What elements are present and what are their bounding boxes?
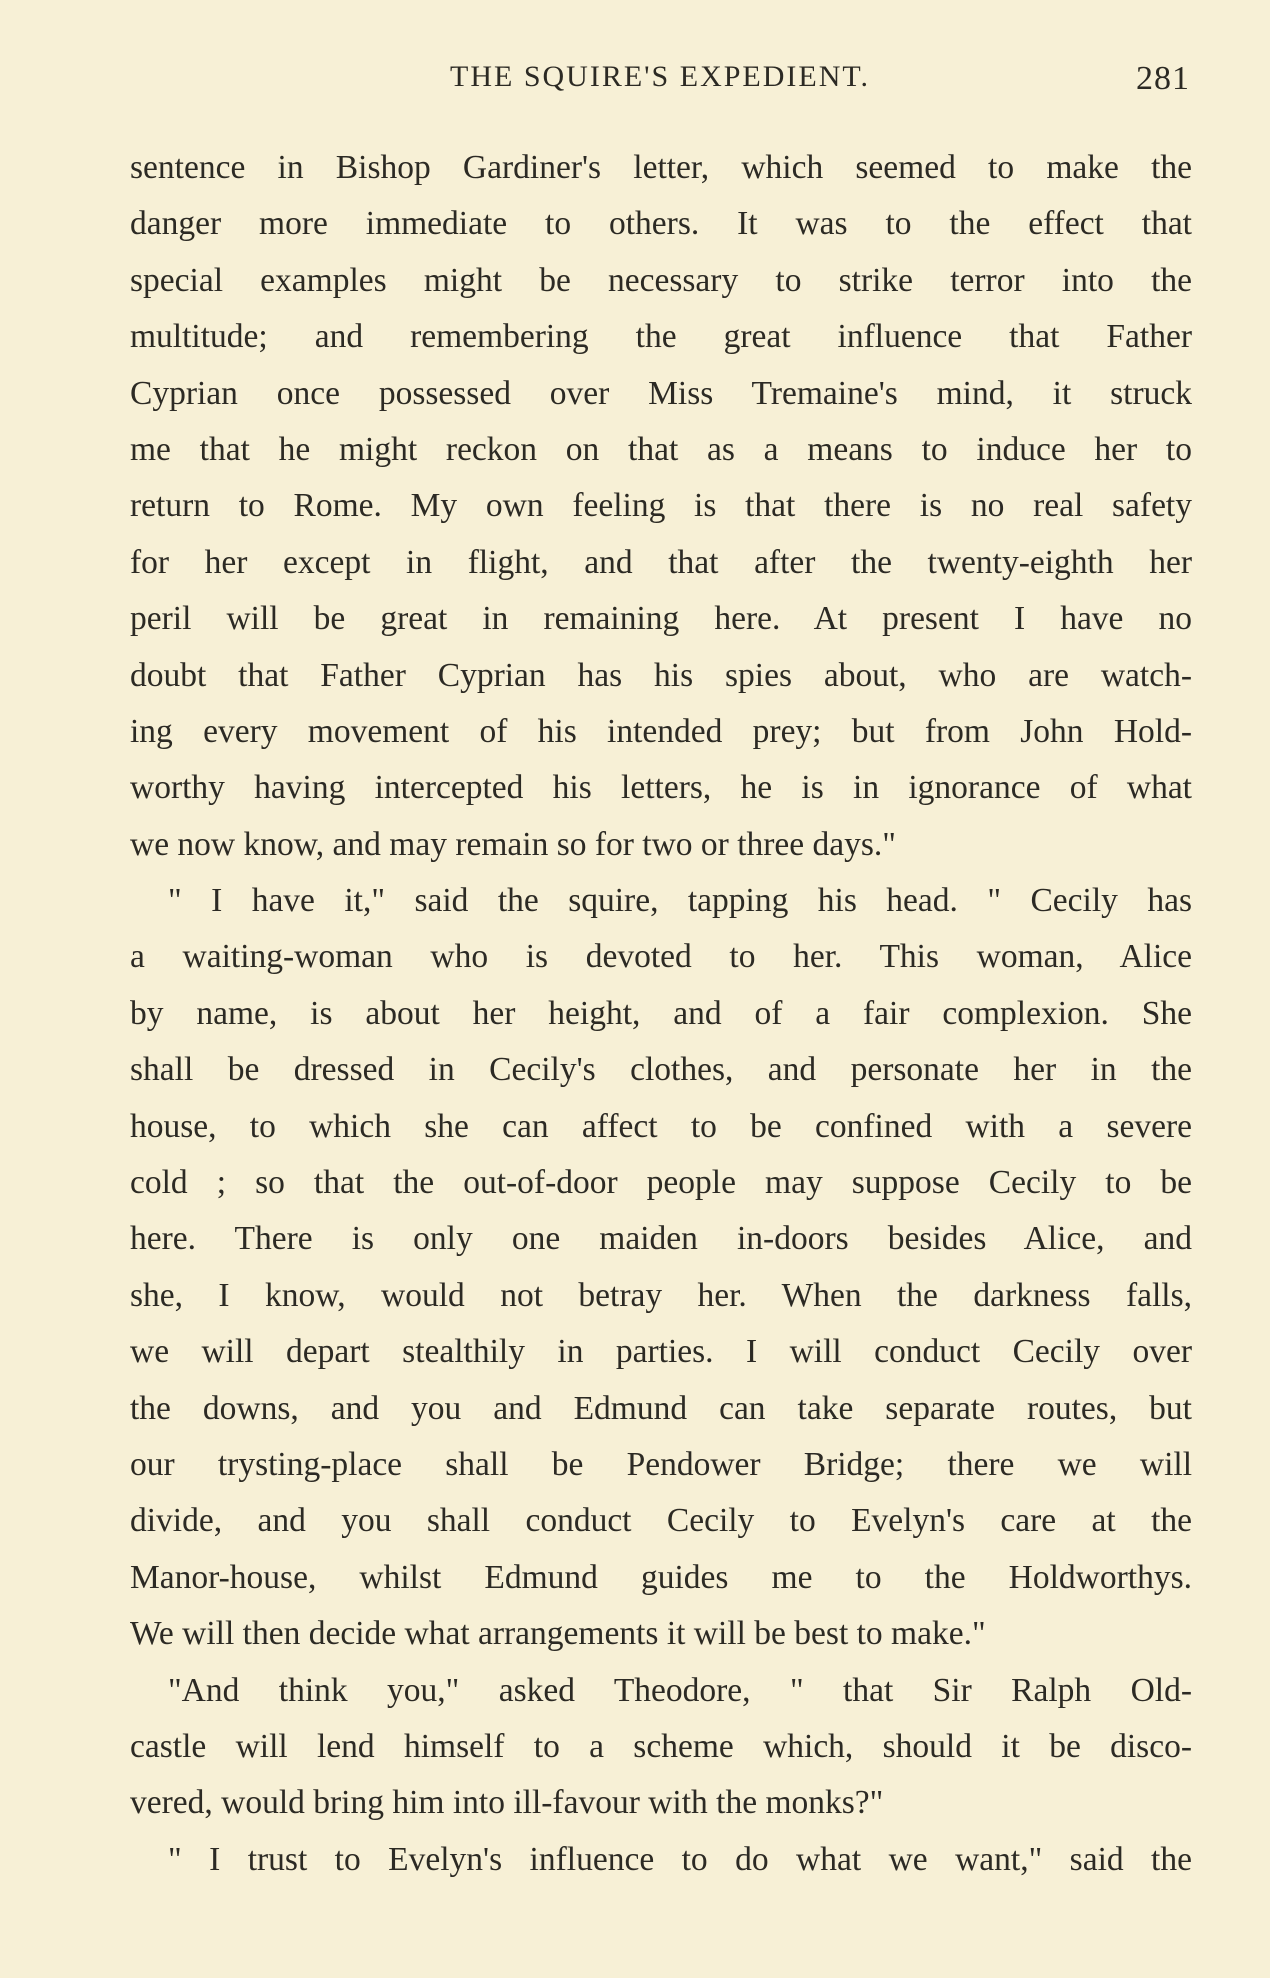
text-line: castle will lend himself to a scheme which, should it be disco- xyxy=(130,1727,1192,1765)
text-line: doubt that Father Cyprian has his spies about, who are watch- xyxy=(130,656,1192,694)
text-line: Cyprian once possessed over Miss Tremaine's mind, it struck xyxy=(130,374,1192,412)
text-line: me that he might reckon on that as a means to induce her to xyxy=(130,430,1192,468)
text-line: vered, would bring him into ill-favour with the monks?" xyxy=(130,1784,884,1822)
running-title: THE SQUIRE'S EXPEDIENT. xyxy=(450,60,870,93)
text-line: we now know, and may remain so for two or three days." xyxy=(130,825,896,863)
text-line: " I trust to Evelyn's influence to do what we want," said the xyxy=(168,1840,1192,1878)
text-line: sentence in Bishop Gardiner's letter, which seemed to make the xyxy=(130,149,1192,186)
text-line: "And think you," asked Theodore, " that Sir Ralph Old- xyxy=(168,1671,1192,1709)
text-line: special examples might be necessary to strike terror into the xyxy=(130,261,1192,299)
text-line: she, I know, would not betray her. When the darkness falls, xyxy=(130,1276,1192,1314)
text-line: worthy having intercepted his letters, he is in ignorance of what xyxy=(130,769,1192,807)
text-line: divide, and you shall conduct Cecily to Evelyn's care at the xyxy=(130,1502,1192,1540)
text-line: peril will be great in remaining here. At present I have no xyxy=(130,600,1192,638)
running-head xyxy=(130,60,1190,104)
text-line: cold ; so that the out-of-door people may suppose Cecily to be xyxy=(130,1164,1192,1202)
text-line: house, to which she can affect to be confined with a severe xyxy=(130,1107,1192,1145)
text-line: multitude; and remembering the great influence that Father xyxy=(130,318,1192,356)
text-line: a waiting-woman who is devoted to her. This woman, Alice xyxy=(130,938,1192,976)
text-line: We will then decide what arrangements it will be best to make." xyxy=(130,1615,986,1653)
text-line: our trysting-place shall be Pendower Bridge; there we will xyxy=(130,1445,1192,1483)
text-line: the downs, and you and Edmund can take separate routes, but xyxy=(130,1389,1192,1427)
text-line: Manor-house, whilst Edmund guides me to the Holdworthys. xyxy=(130,1558,1192,1596)
body-text xyxy=(130,140,1192,1888)
text-line: by name, is about her height, and of a fair complexion. She xyxy=(130,994,1192,1032)
text-line: danger more immediate to others. It was to the effect that xyxy=(130,205,1192,243)
text-line: return to Rome. My own feeling is that there is no real safety xyxy=(130,487,1192,525)
text-line: ing every movement of his intended prey; but from John Hold- xyxy=(130,712,1192,750)
text-line: for her except in flight, and that after the twenty-eighth her xyxy=(130,543,1192,581)
page-number: 281 xyxy=(1136,60,1190,97)
text-line: here. There is only one maiden in-doors besides Alice, and xyxy=(130,1220,1192,1258)
text-line: shall be dressed in Cecily's clothes, and personate her in the xyxy=(130,1051,1192,1089)
text-line: " I have it," said the squire, tapping his head. " Cecily has xyxy=(168,882,1192,920)
text-line: we will depart stealthily in parties. I will conduct Cecily over xyxy=(130,1333,1192,1371)
